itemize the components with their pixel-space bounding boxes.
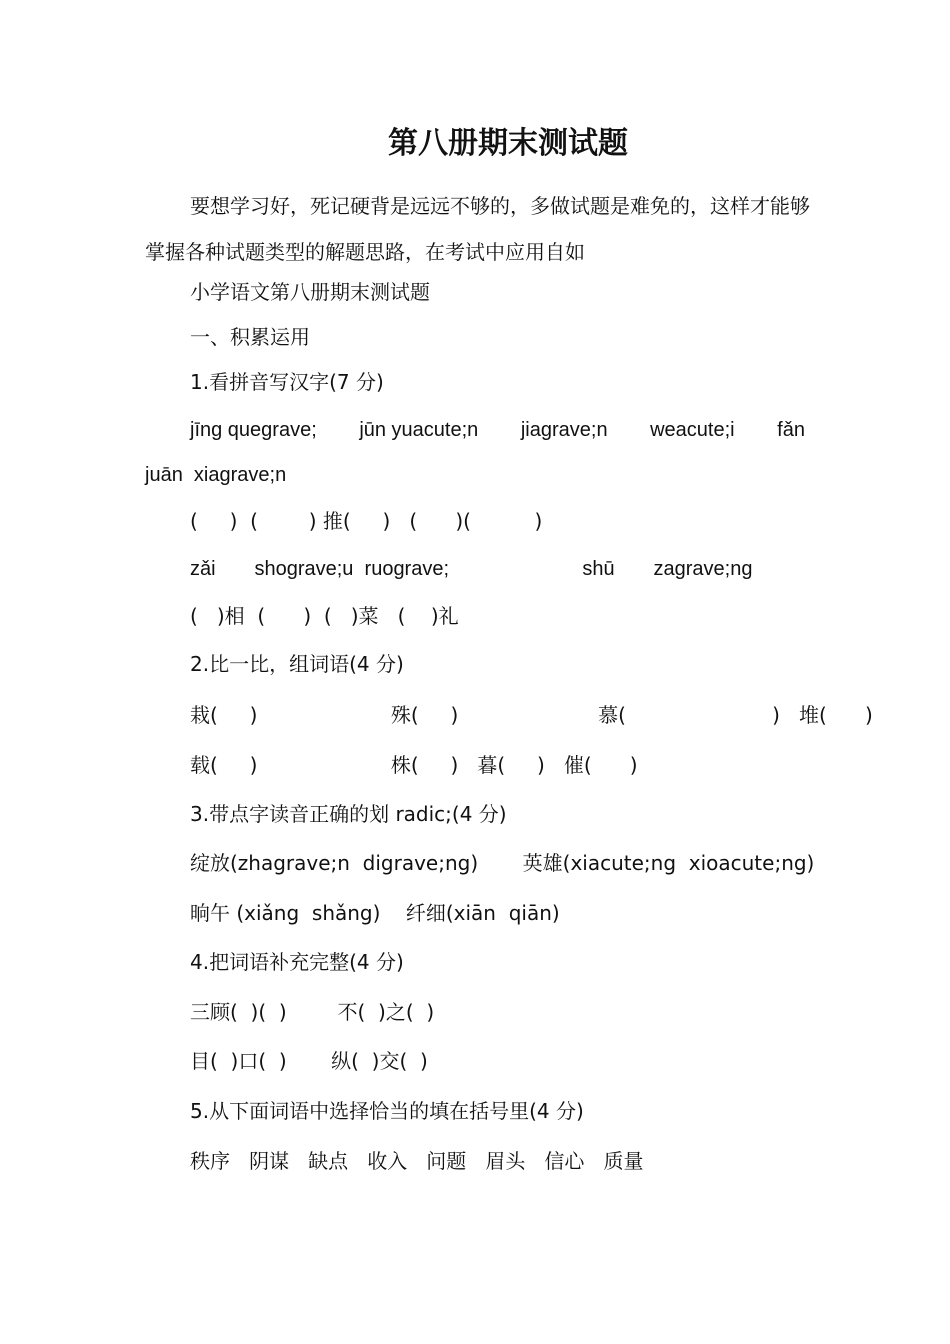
pronunciation-row-1: 绽放(zhagrave;n digrave;ng) 英雄(xiacute;ng xioacute;ng) bbox=[190, 851, 815, 875]
question-5-heading: 5.从下面词语中选择恰当的填在括号里(4 分) bbox=[190, 1099, 584, 1123]
question-3-heading: 3.带点字读音正确的划 radic;(4 分) bbox=[190, 802, 507, 826]
pinyin-item: jūn yuacute;n bbox=[359, 419, 479, 441]
pinyin-item: fǎn bbox=[777, 419, 805, 441]
pinyin-item: jīng quegrave; bbox=[190, 419, 317, 441]
intro-paragraph: 要想学习好，死记硬背是远远不够的，多做试题是难免的，这样才能够掌握各种试题类型的解题思路，在考试中应用自如 bbox=[145, 194, 810, 264]
question-4-heading: 4.把词语补充完整(4 分) bbox=[190, 950, 404, 974]
subtitle: 小学语文第八册期末测试题 bbox=[190, 280, 430, 304]
pinyin-item: weacute;i bbox=[650, 419, 735, 441]
page-title: 第八册期末测试题 bbox=[388, 126, 628, 161]
pinyin-row-1 bbox=[190, 416, 805, 444]
pinyin-row-2: zǎi shograve;u ruograve; shū zagrave;ng bbox=[190, 558, 753, 580]
pinyin-row-1-wrap: juān xiagrave;n bbox=[145, 464, 287, 486]
compare-row-1: 栽( ) 殊( ) 慕( ) 堆( ) bbox=[190, 703, 873, 727]
question-2-heading: 2.比一比，组词语(4 分) bbox=[190, 652, 404, 676]
question-1-heading: 1.看拼音写汉字(7 分) bbox=[190, 370, 384, 394]
answer-blanks-row-1: ( ) ( ) 推( ) ( )( ) bbox=[190, 509, 543, 533]
section-heading: 一、积累运用 bbox=[190, 325, 310, 349]
answer-blanks-row-2: ( )相 ( ) ( )菜 ( )礼 bbox=[190, 604, 459, 628]
word-list: 秩序 阴谋 缺点 收入 问题 眉头 信心 质量 bbox=[190, 1149, 644, 1173]
pinyin-item: jiagrave;n bbox=[520, 419, 608, 441]
idiom-row-2: 目( )口( ) 纵( )交( ) bbox=[190, 1049, 428, 1073]
idiom-row-1: 三顾( )( ) 不( )之( ) bbox=[190, 1000, 435, 1024]
pronunciation-row-2: 晌午 (xiǎng shǎng) 纤细(xiān qiān) bbox=[190, 901, 560, 925]
compare-row-2: 载( ) 株( ) 暮( ) 催( ) bbox=[190, 753, 638, 777]
